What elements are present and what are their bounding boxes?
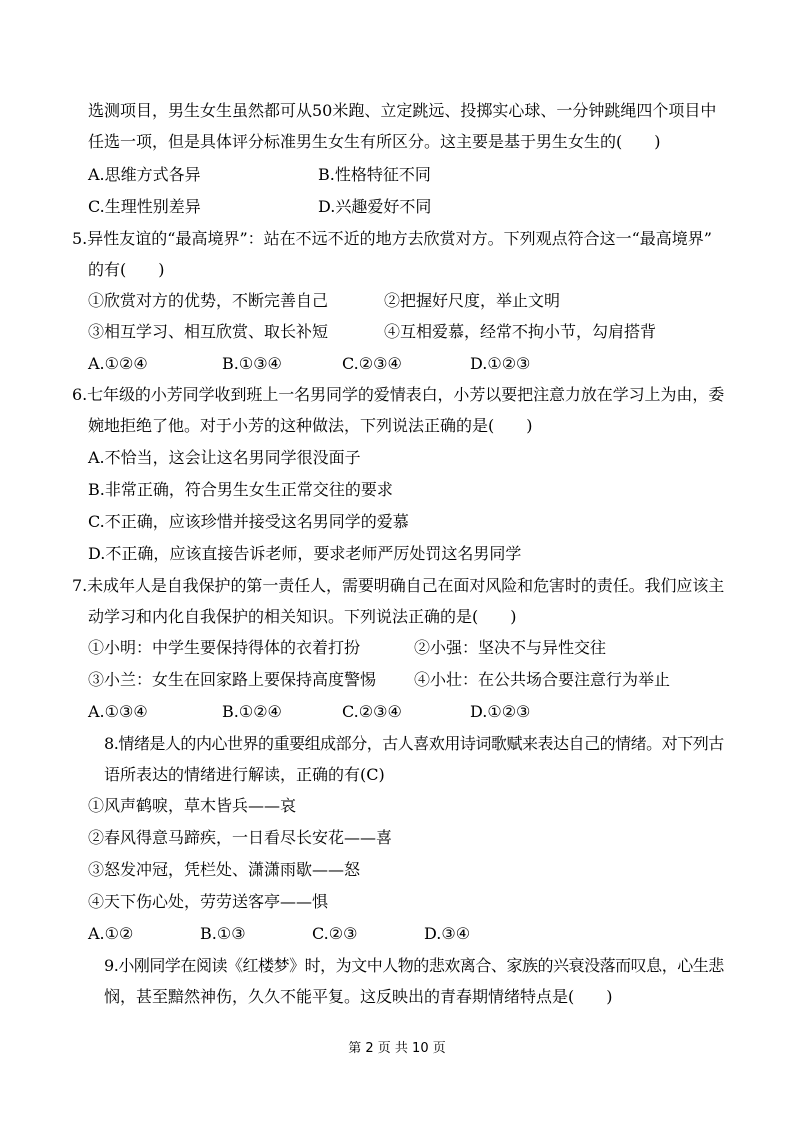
question-5-stem-line-1: 5.异性友谊的“最高境界”：站在不远不近的地方去欣赏对方。下列观点符合这一“最高境界” <box>72 229 712 248</box>
question-5-option-d: D.①②③ <box>470 354 531 373</box>
question-4-option-b: B.性格特征不同 <box>318 165 431 184</box>
question-7-option-b: B.①②④ <box>222 702 282 721</box>
question-7-stem-line-1: 7.未成年人是自我保护的第一责任人，需要明确自己在面对风险和危害时的责任。我们应该主 <box>72 576 725 595</box>
question-4-stem-line-1: 选测项目，男生女生虽然都可从50米跑、立定跳远、投掷实心球、一分钟跳绳四个项目中 <box>88 101 717 120</box>
question-5-statement-4: ④互相爱慕，经常不拘小节，勾肩搭背 <box>384 322 657 341</box>
question-8-option-c: C.②③ <box>312 924 358 943</box>
question-8-statement-1: ①风声鹤唳，草木皆兵——哀 <box>88 796 297 815</box>
question-6-stem-line-1: 6.七年级的小芳同学收到班上一名男同学的爱情表白，小芳以要把注意力放在学习上为由，委 <box>72 385 725 404</box>
question-4-option-d: D.兴趣爱好不同 <box>318 197 432 216</box>
question-8-statement-4: ④天下伤心处，劳劳送客亭——惧 <box>88 892 329 911</box>
question-7-statement-3: ③小兰：女生在回家路上要保持高度警惕 <box>88 670 377 689</box>
question-6-option-a: A.不恰当，这会让这名男同学很没面子 <box>88 448 361 467</box>
question-8-stem-line-1: 8.情绪是人的内心世界的重要组成部分，古人喜欢用诗词歌赋来表达自己的情绪。对下列古 <box>104 734 724 753</box>
question-6-stem-line-2: 婉地拒绝了他。对于小芳的这种做法，下列说法正确的是( ) <box>88 416 533 435</box>
question-5-option-c: C.②③④ <box>342 354 402 373</box>
question-5-stem-line-2: 的有( ) <box>88 260 165 279</box>
question-4-stem-line-2: 任选一项，但是具体评分标准男生女生有所区分。这主要是基于男生女生的( ) <box>88 132 661 151</box>
question-8-option-d: D.③④ <box>424 924 471 943</box>
question-9-stem-line-2: 悯，甚至黯然神伤，久久不能平复。这反映出的青春期情绪特点是( ) <box>104 987 613 1006</box>
page-number-footer: 第 2 页 共 10 页 <box>348 1041 446 1056</box>
question-5-option-b: B.①③④ <box>222 354 282 373</box>
question-7-option-d: D.①②③ <box>470 702 531 721</box>
question-7-statement-1: ①小明：中学生要保持得体的衣着打扮 <box>88 638 361 657</box>
question-8-statement-2: ②春风得意马蹄疾，一日看尽长安花——喜 <box>88 828 393 847</box>
question-8-stem-line-2: 语所表达的情绪进行解读，正确的有(C) <box>104 765 385 784</box>
question-7-statement-4: ④小壮：在公共场合要注意行为举止 <box>414 670 671 689</box>
question-5-statement-1: ①欣赏对方的优势，不断完善自己 <box>88 291 329 310</box>
question-4-option-c: C.生理性别差异 <box>88 197 201 216</box>
question-7-statement-2: ②小强：坚决不与异性交往 <box>414 638 607 657</box>
question-5-statement-2: ②把握好尺度，举止文明 <box>384 291 561 310</box>
question-5-statement-3: ③相互学习、相互欣赏、取长补短 <box>88 322 329 341</box>
question-8-option-a: A.①② <box>88 924 134 943</box>
question-8-option-b: B.①③ <box>200 924 246 943</box>
question-5-option-a: A.①②④ <box>88 354 148 373</box>
question-6-option-c: C.不正确，应该珍惜并接受这名男同学的爱慕 <box>88 512 409 531</box>
question-6-option-d: D.不正确，应该直接告诉老师，要求老师严厉处罚这名男同学 <box>88 544 522 563</box>
question-8-statement-3: ③怒发冲冠，凭栏处、潇潇雨歇——怒 <box>88 860 361 879</box>
question-9-stem-line-1: 9.小刚同学在阅读《红楼梦》时，为文中人物的悲欢离合、家族的兴衰没落而叹息，心生悲 <box>104 956 724 975</box>
question-7-option-a: A.①③④ <box>88 702 148 721</box>
question-6-option-b: B.非常正确，符合男生女生正常交往的要求 <box>88 480 393 499</box>
question-7-option-c: C.②③④ <box>342 702 402 721</box>
question-4-option-a: A.思维方式各异 <box>88 165 201 184</box>
question-7-stem-line-2: 动学习和内化自我保护的相关知识。下列说法正确的是( ) <box>88 607 517 626</box>
